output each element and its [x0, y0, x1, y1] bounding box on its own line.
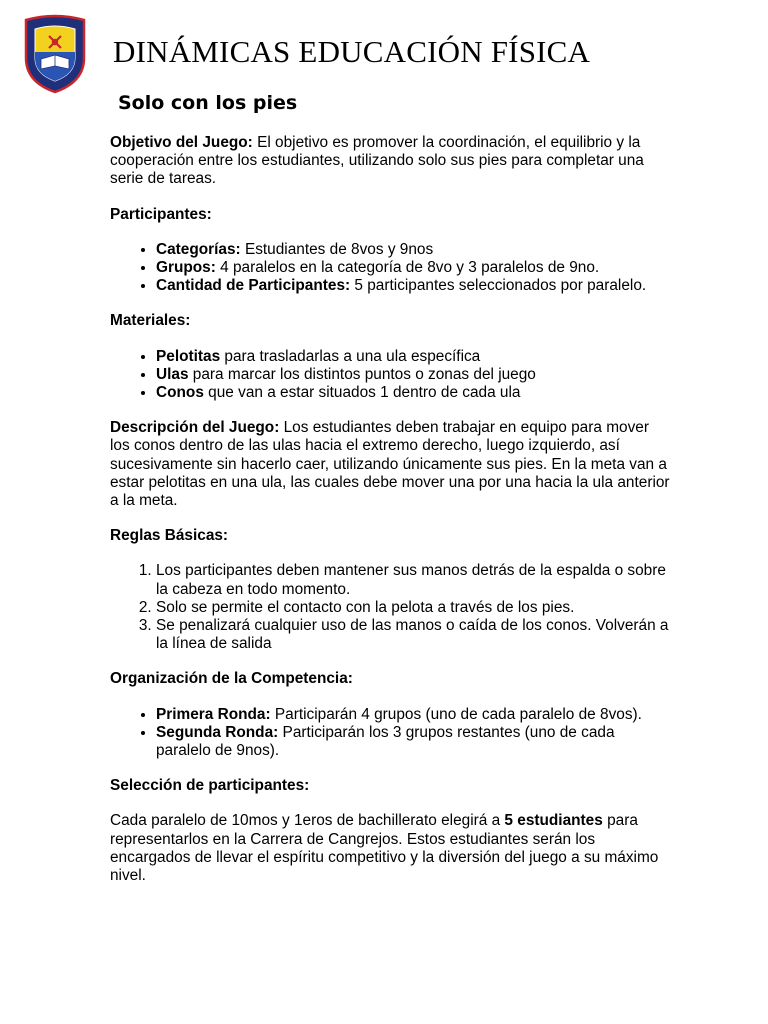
list-item: • Conos que van a estar situados 1 dentro de cada ula [156, 384, 670, 402]
objective-paragraph [110, 134, 670, 189]
selection-paragraph: Cada paralelo de 10mos y 1eros de bachillerato elegirá a 5 estudiantes para representarlos en la Carrera de Cangrejos. Estos estudiantes serán los encargados de llevar el espíritu competitivo y la diversión del juego a su máximo nivel. [110, 812, 659, 885]
list-item: 2. Solo se permite el contacto con la pelota a través de los pies. [156, 599, 670, 617]
objective-text: El objetivo es promover la coordinación, el equilibrio y la cooperación entre los estudiantes, utilizando solo sus pies para completar una serie de tareas. [110, 134, 644, 188]
list-item: • Cantidad de Participantes: 5 participantes seleccionados por paralelo. [156, 277, 670, 295]
list-item: • Ulas para marcar los distintos puntos o zonas del juego [156, 366, 670, 384]
selection-heading: Selección de participantes: [110, 777, 310, 795]
materials-list [110, 348, 670, 403]
description-text: Los estudiantes deben trabajar en equipo para mover los conos dentro de las ulas hacia el extremo derecho, luego izquierdo, así sucesivamente sin hacerlo caer, utilizando únicamente sus pies. En la meta van a estar pelotitas en una ula, las cuales debe mover una por una hacia la ula anterior a la meta. [110, 419, 670, 510]
objective-label: Objetivo del Juego: [110, 134, 253, 151]
document-body [110, 134, 670, 902]
organization-heading: Organización de la Competencia: [110, 670, 353, 688]
description-label: Descripción del Juego: [110, 419, 280, 437]
organization-list [110, 706, 670, 761]
list-item: 3. Se penalizará cualquier uso de las manos o caída de los conos. Volverán a la línea de salida [156, 617, 670, 653]
rules-list [110, 562, 670, 653]
rules-heading: Reglas Básicas: [110, 527, 229, 545]
description-paragraph [110, 419, 670, 510]
list-item: • Segunda Ronda: Participarán los 3 grupos restantes (uno de cada paralelo de 9nos). [156, 724, 670, 760]
list-item: • Primera Ronda: Participarán 4 grupos (uno de cada paralelo de 8vos). [156, 706, 670, 724]
participants-heading: Participantes: [110, 205, 212, 223]
participants-list [110, 241, 670, 296]
list-item: • Pelotitas para trasladarlas a una ula específica [156, 348, 670, 366]
list-item: 1. Los participantes deben mantener sus manos detrás de la espalda o sobre la cabeza en todo momento. [156, 562, 670, 598]
materials-heading: Materiales: [110, 312, 191, 330]
school-crest-logo [22, 14, 88, 94]
list-item: • Categorías: Estudiantes de 8vos y 9nos [156, 241, 670, 259]
document-title: DINÁMICAS EDUCACIÓN FÍSICA [113, 34, 591, 69]
document-subtitle: Solo con los pies [118, 92, 298, 114]
list-item: • Grupos: 4 paralelos en la categoría de 8vo y 3 paralelos de 9no. [156, 259, 670, 277]
